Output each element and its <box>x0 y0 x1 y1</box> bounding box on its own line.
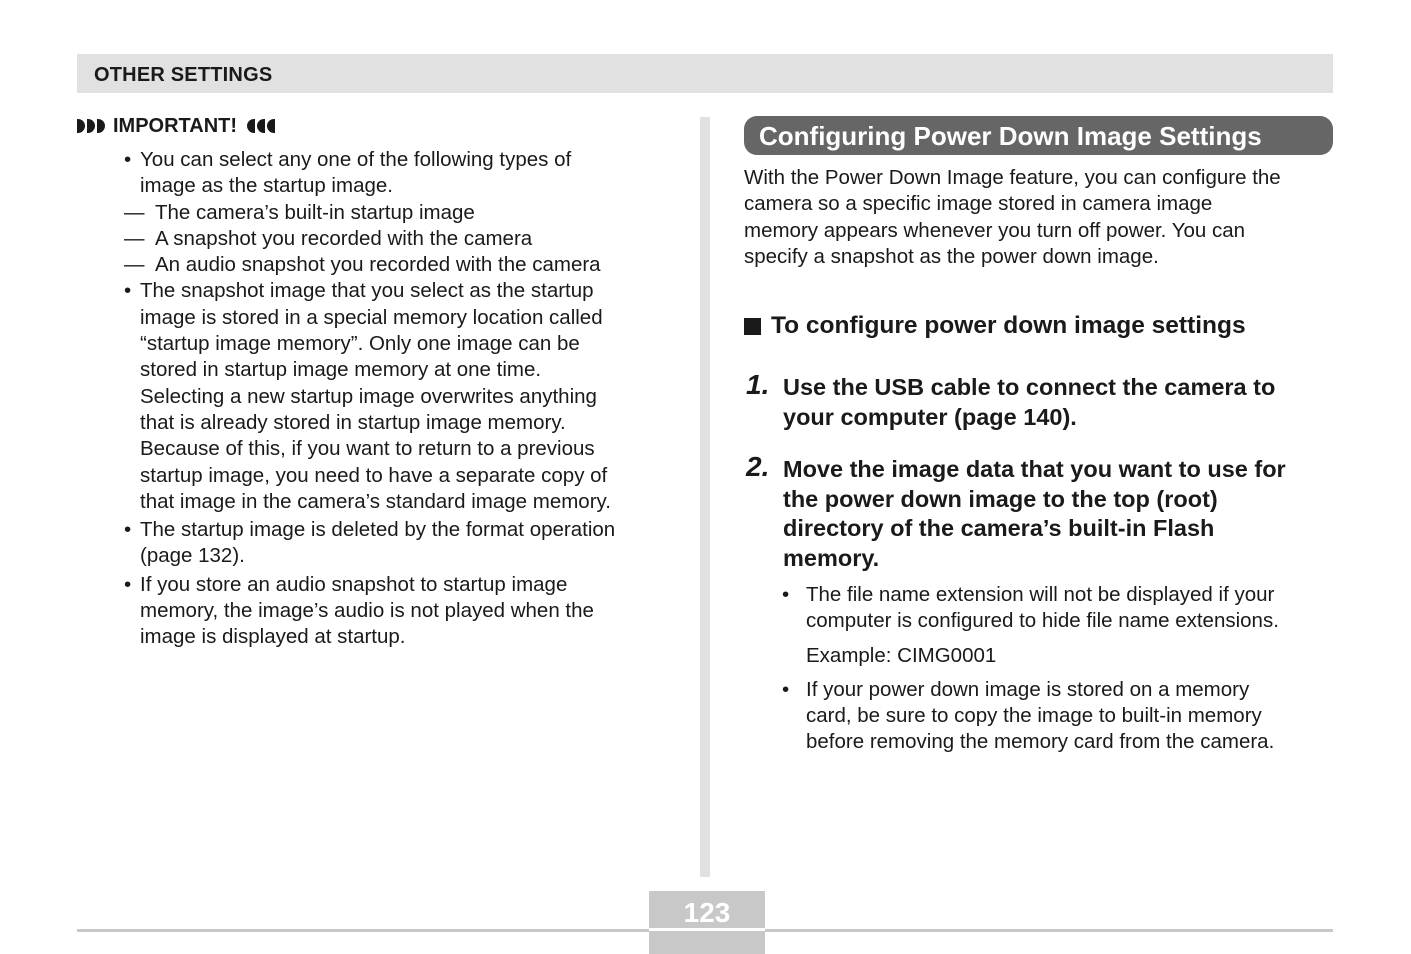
text-line: “startup image memory”. Only one image can be <box>140 332 580 356</box>
text-line: specify a snapshot as the power down image. <box>744 244 1159 268</box>
dash-item: — A snapshot you recorded with the camera <box>124 226 533 250</box>
dash-item: — The camera’s built-in startup image <box>124 200 475 224</box>
text-line: image is displayed at startup. <box>140 625 406 649</box>
note-memory-card: • If your power down image is stored on a memory card, be sure to copy the image to built-in memory before removing the memory card from the camera. <box>782 677 1342 756</box>
example-filename: Example: CIMG0001 <box>806 643 997 667</box>
bullet-format-delete: • The startup image is deleted by the format operation (page 132). <box>124 517 684 570</box>
text-line: Use the USB cable to connect the camera to <box>783 374 1276 400</box>
text-line: image as the startup image. <box>140 174 393 198</box>
text-line: memory appears whenever you turn off power. You can <box>744 218 1246 242</box>
text-line: stored in startup image memory at one time. <box>140 358 542 382</box>
text-line: computer is configured to hide file name extensions. <box>806 609 1279 633</box>
dash-item: — An audio snapshot you recorded with the camera <box>124 253 601 277</box>
step-2 <box>744 451 1334 573</box>
bullet-audio-snapshot: • If you store an audio snapshot to startup image memory, the image’s audio is not played when the image is displayed at startup. <box>124 572 684 651</box>
text-line: The snapshot image that you select as the startup <box>140 279 594 303</box>
text-line: memory. <box>783 544 880 571</box>
text-line: directory of the camera’s built-in Flash <box>783 515 1215 541</box>
text-line: the power down image to the top (root) <box>783 485 1218 512</box>
important-heading <box>77 113 275 139</box>
text-line: Move the image data that you want to use for <box>783 456 1286 482</box>
step-number: 1. <box>746 369 770 400</box>
note-extension: • The file name extension will not be displayed if your computer is configured to hide file name extensions. <box>782 582 1342 635</box>
header-bar <box>77 54 1333 93</box>
text-line: your computer (page 140). <box>783 403 1077 430</box>
step-2-notes <box>782 582 1342 756</box>
column-divider <box>700 117 710 877</box>
section-title-bar <box>744 116 1333 155</box>
text-line: Because of this, if you want to return to a previous <box>140 437 595 461</box>
page-number-box <box>649 891 765 954</box>
section-title: Configuring Power Down Image Settings <box>759 121 1262 151</box>
important-notes <box>124 147 684 651</box>
text-line: startup image, you need to have a separate copy of <box>140 463 608 487</box>
text-line: If you store an audio snapshot to startup image <box>140 572 568 596</box>
important-marker-right-icon <box>245 119 275 133</box>
text-line: card, be sure to copy the image to built-in memory <box>806 704 1262 728</box>
important-marker-left-icon <box>77 119 107 133</box>
header-title: OTHER SETTINGS <box>94 64 273 86</box>
text-line: before removing the memory card from the camera. <box>806 730 1275 754</box>
text-line: (page 132). <box>140 544 245 568</box>
text-line: If your power down image is stored on a memory <box>806 677 1250 701</box>
step-number: 2. <box>746 451 770 482</box>
text-line: that image in the camera’s standard image memory. <box>140 489 611 513</box>
square-bullet-icon <box>744 318 761 335</box>
bullet-startup-types: • You can select any one of the following types of image as the startup image. <box>124 147 684 200</box>
step-1 <box>744 369 1334 432</box>
text-line: You can select any one of the following types of <box>140 148 572 171</box>
section-intro <box>744 165 1344 270</box>
text-line: camera so a specific image stored in camera image <box>744 192 1213 216</box>
procedure-heading: To configure power down image settings <box>744 312 1246 340</box>
text-line: that is already stored in startup image memory. <box>140 410 566 434</box>
text-line: memory, the image’s audio is not played when the <box>140 599 594 623</box>
text-line: Selecting a new startup image overwrites anything <box>140 384 597 408</box>
bullet-startup-memory: • The snapshot image that you select as the startup image is stored in a special memory location called “startup image memory”. Only one image can be stored in startup image memory at one time. Selecting a new startup image overwrites anything that is already stored in startup image memory. Because of this, if you want to return to a previous startup image, you need to have a separate copy of that image in the camera’s standard image memory. <box>124 278 684 515</box>
text-line: The file name extension will not be displayed if your <box>806 583 1275 606</box>
text-line: The startup image is deleted by the format operation <box>140 518 616 542</box>
text-line: With the Power Down Image feature, you can configure the <box>744 166 1281 189</box>
important-label: IMPORTANT! <box>113 114 238 137</box>
page-number: 123 <box>683 897 731 928</box>
text-line: image is stored in a special memory location called <box>140 305 603 329</box>
